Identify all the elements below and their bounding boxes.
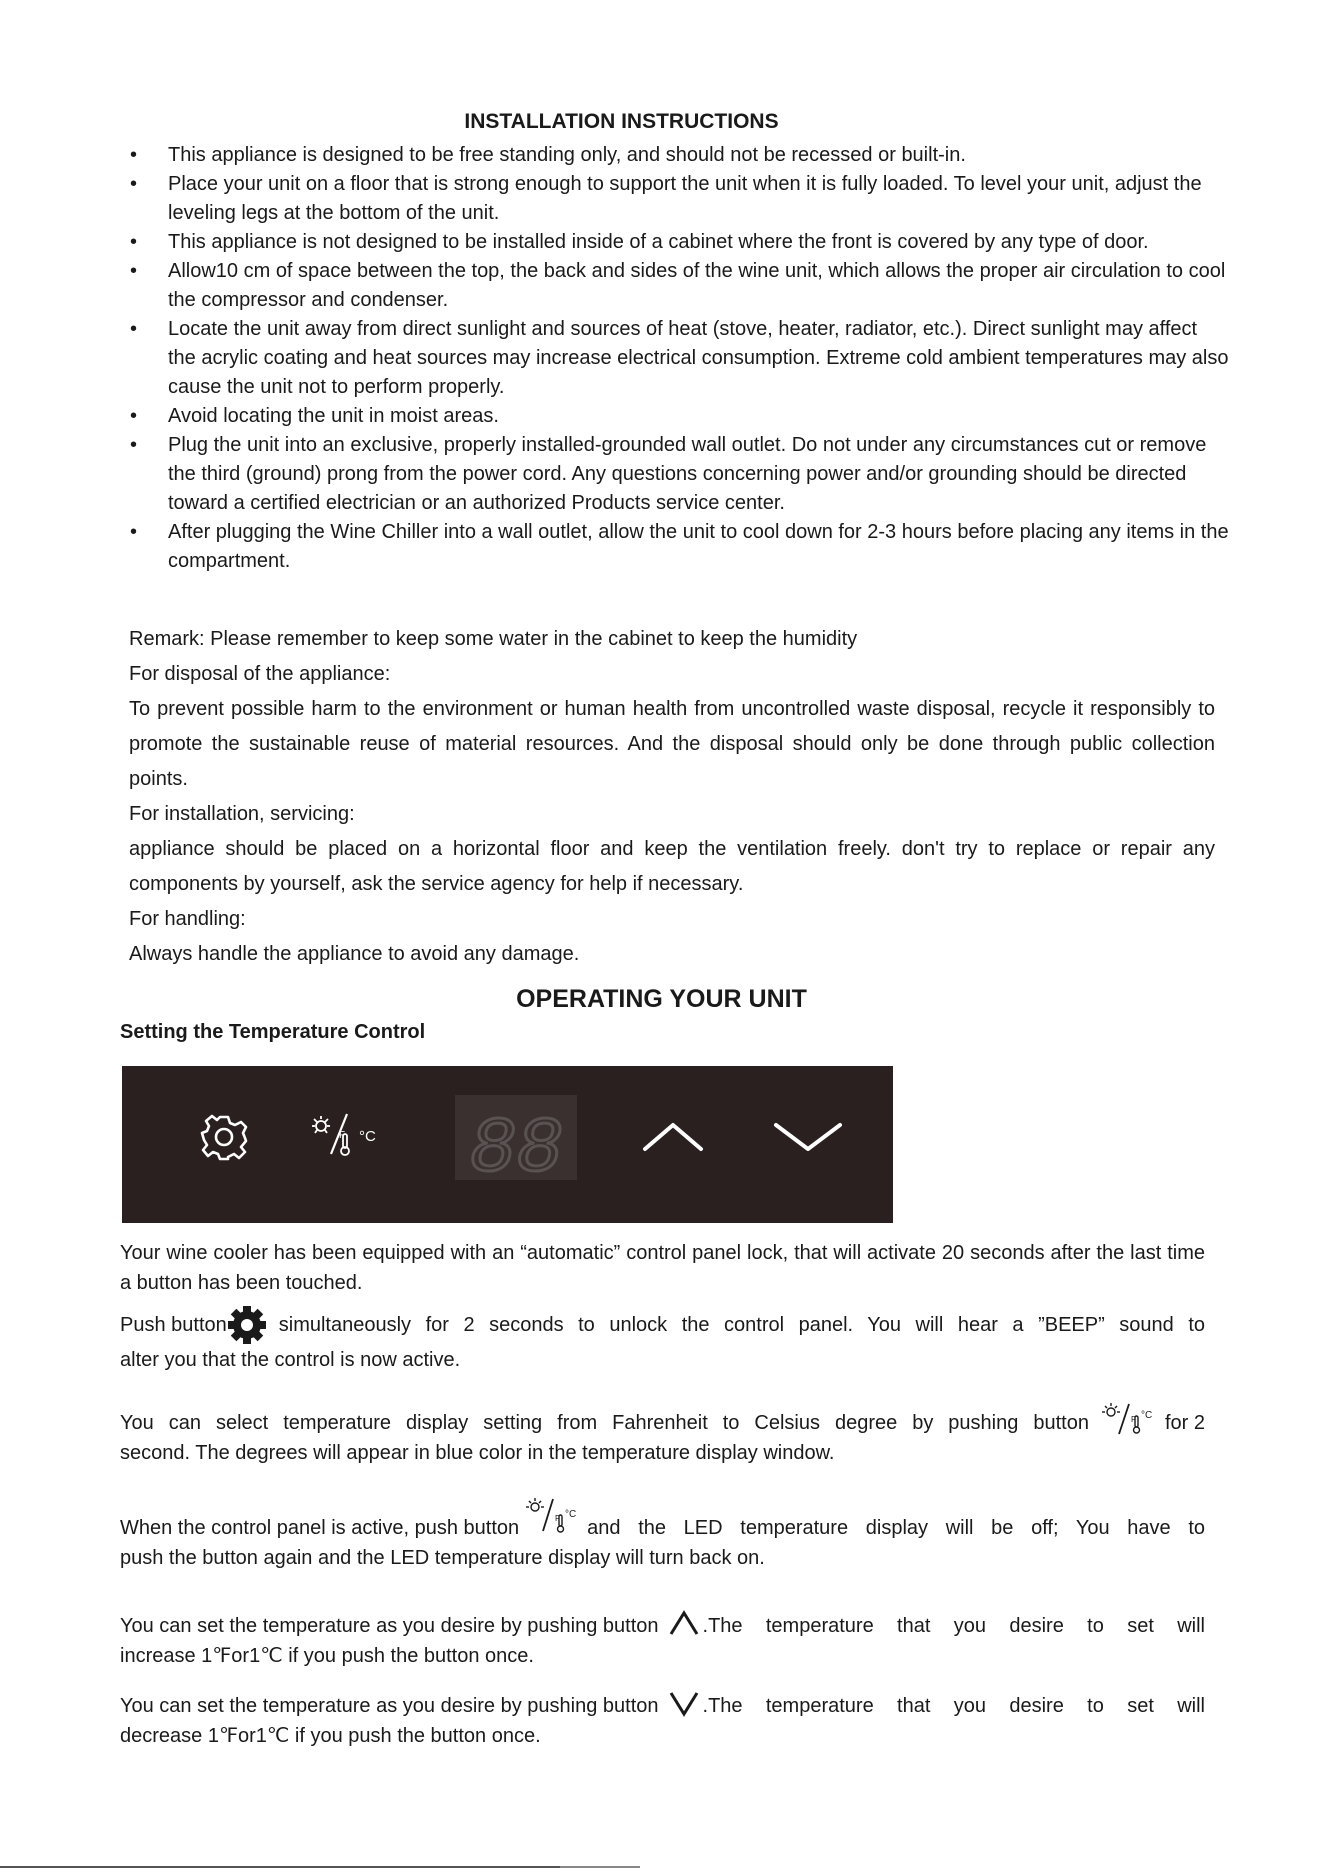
auto-lock-paragraph: Your wine cooler has been equipped with an “automatic” control panel lock, that will activate 20 seconds after the last time a button has been touched. xyxy=(120,1242,1205,1294)
chevron-down-icon xyxy=(667,1688,701,1718)
installation-title: INSTALLATION INSTRUCTIONS xyxy=(464,110,779,133)
light-temp-icon xyxy=(312,1114,349,1155)
chevron-up-icon xyxy=(667,1608,701,1638)
list-item: • After plugging the Wine Chiller into a wall outlet, allow the unit to cool down for 2-3 hours before placing any items in the compartment. xyxy=(120,518,1230,576)
increase-text-b: .The temperature that you desire to set will xyxy=(702,1615,1205,1637)
list-item: • Allow10 cm of space between the top, the back and sides of the wine unit, which allows the proper air circulation to cool the compressor and condenser. xyxy=(120,257,1230,315)
svg-text:°C: °C xyxy=(565,1509,577,1520)
gear-icon xyxy=(202,1116,246,1159)
unlock-text-b: simultaneously for 2 seconds to unlock the control panel. You will hear a ”BEEP” sound to xyxy=(278,1314,1205,1336)
led-text-b: and the LED temperature display will be off; You have to xyxy=(587,1517,1205,1539)
increase-paragraph xyxy=(120,1608,1205,1671)
decrease-text-a: You can set the temperature as you desire by pushing button xyxy=(120,1695,659,1717)
unit-text-a: You can select temperature display setting from Fahrenheit to Celsius degree by pushing button xyxy=(120,1412,1089,1434)
unit-label: °C xyxy=(359,1128,376,1145)
increase-text-c: increase 1℉or1℃ if you push the button once. xyxy=(120,1645,534,1667)
operating-title: OPERATING YOUR UNIT xyxy=(516,985,807,1013)
led-text-a: When the control panel is active, push button xyxy=(120,1517,520,1539)
footer-rule xyxy=(0,1866,560,1868)
decrease-text-c: decrease 1℉or1℃ if you push the button once. xyxy=(120,1725,541,1747)
servicing-heading: For installation, servicing: xyxy=(129,803,355,825)
chevron-down-icon xyxy=(776,1125,840,1149)
temperature-control-heading: Setting the Temperature Control xyxy=(120,1021,426,1043)
temperature-unit-paragraph xyxy=(120,1400,1205,1468)
list-item: • Avoid locating the unit in moist areas. xyxy=(120,402,1230,431)
gear-icon xyxy=(227,1305,267,1345)
list-item: • Place your unit on a floor that is strong enough to support the unit when it is fully loaded. To level your unit, adjust the leveling legs at the bottom of the unit. xyxy=(120,170,1230,228)
svg-text:F: F xyxy=(339,1130,346,1141)
control-panel-graphic xyxy=(122,1066,893,1223)
increase-text-a: You can set the temperature as you desire by pushing button xyxy=(120,1615,659,1637)
servicing-text: appliance should be placed on a horizontal floor and keep the ventilation freely. don't try to replace or repair any components by yourself, ask the service agency for help if necessary. xyxy=(129,838,1215,895)
disposal-heading: For disposal of the appliance: xyxy=(129,663,391,685)
light-temp-icon xyxy=(521,1495,585,1539)
unlock-paragraph xyxy=(120,1305,1205,1375)
control-panel xyxy=(122,1066,893,1223)
unlock-text-c: alter you that the control is now active. xyxy=(120,1349,461,1371)
decrease-text-b: .The temperature that you desire to set will xyxy=(702,1695,1205,1717)
unlock-text-a: Push button xyxy=(120,1314,227,1336)
svg-text:F: F xyxy=(1130,1415,1136,1424)
light-temp-icon xyxy=(1097,1400,1161,1438)
installation-list xyxy=(120,141,1230,576)
handling-heading: For handling: xyxy=(129,908,246,930)
handling-text: Always handle the appliance to avoid any damage. xyxy=(129,943,580,965)
decrease-paragraph xyxy=(120,1688,1205,1751)
led-display xyxy=(455,1095,577,1194)
led-digits: 88 xyxy=(469,1106,563,1194)
unit-text-b: for 2 xyxy=(1164,1412,1205,1434)
disposal-text: To prevent possible harm to the environment or human health from uncontrolled waste disposal, recycle it responsibly to promote the sustainable reuse of material resources. And the disposal should only be done through public collection points. xyxy=(129,698,1215,790)
list-item: • Plug the unit into an exclusive, properly installed-grounded wall outlet. Do not under any circumstances cut or remove the third (ground) prong from the power cord. Any questions concerning power and/or grounding should be directed toward a certified electrician or an authorized Products service center. xyxy=(120,431,1230,518)
svg-text:°C: °C xyxy=(1140,1410,1153,1421)
list-item: • This appliance is not designed to be installed inside of a cabinet where the front is covered by any type of door. xyxy=(120,228,1230,257)
led-toggle-paragraph xyxy=(120,1495,1205,1573)
list-item: • Locate the unit away from direct sunlight and sources of heat (stove, heater, radiator, etc.). Direct sunlight may affect the acrylic coating and heat sources may increase electrical consumption. Extreme cold ambient temperatures may also cause the unit not to perform properly. xyxy=(120,315,1230,402)
list-item: • This appliance is designed to be free standing only, and should not be recessed or built-in. xyxy=(120,141,1230,170)
svg-text:F: F xyxy=(555,1514,561,1523)
footer-rule xyxy=(560,1866,640,1868)
remark-humidity: Remark: Please remember to keep some water in the cabinet to keep the humidity xyxy=(129,628,858,650)
unit-text-c: second. The degrees will appear in blue color in the temperature display window. xyxy=(120,1442,835,1464)
led-text-c: push the button again and the LED temperature display will turn back on. xyxy=(120,1547,765,1569)
remarks-section xyxy=(129,622,1215,972)
chevron-up-icon xyxy=(645,1125,701,1149)
